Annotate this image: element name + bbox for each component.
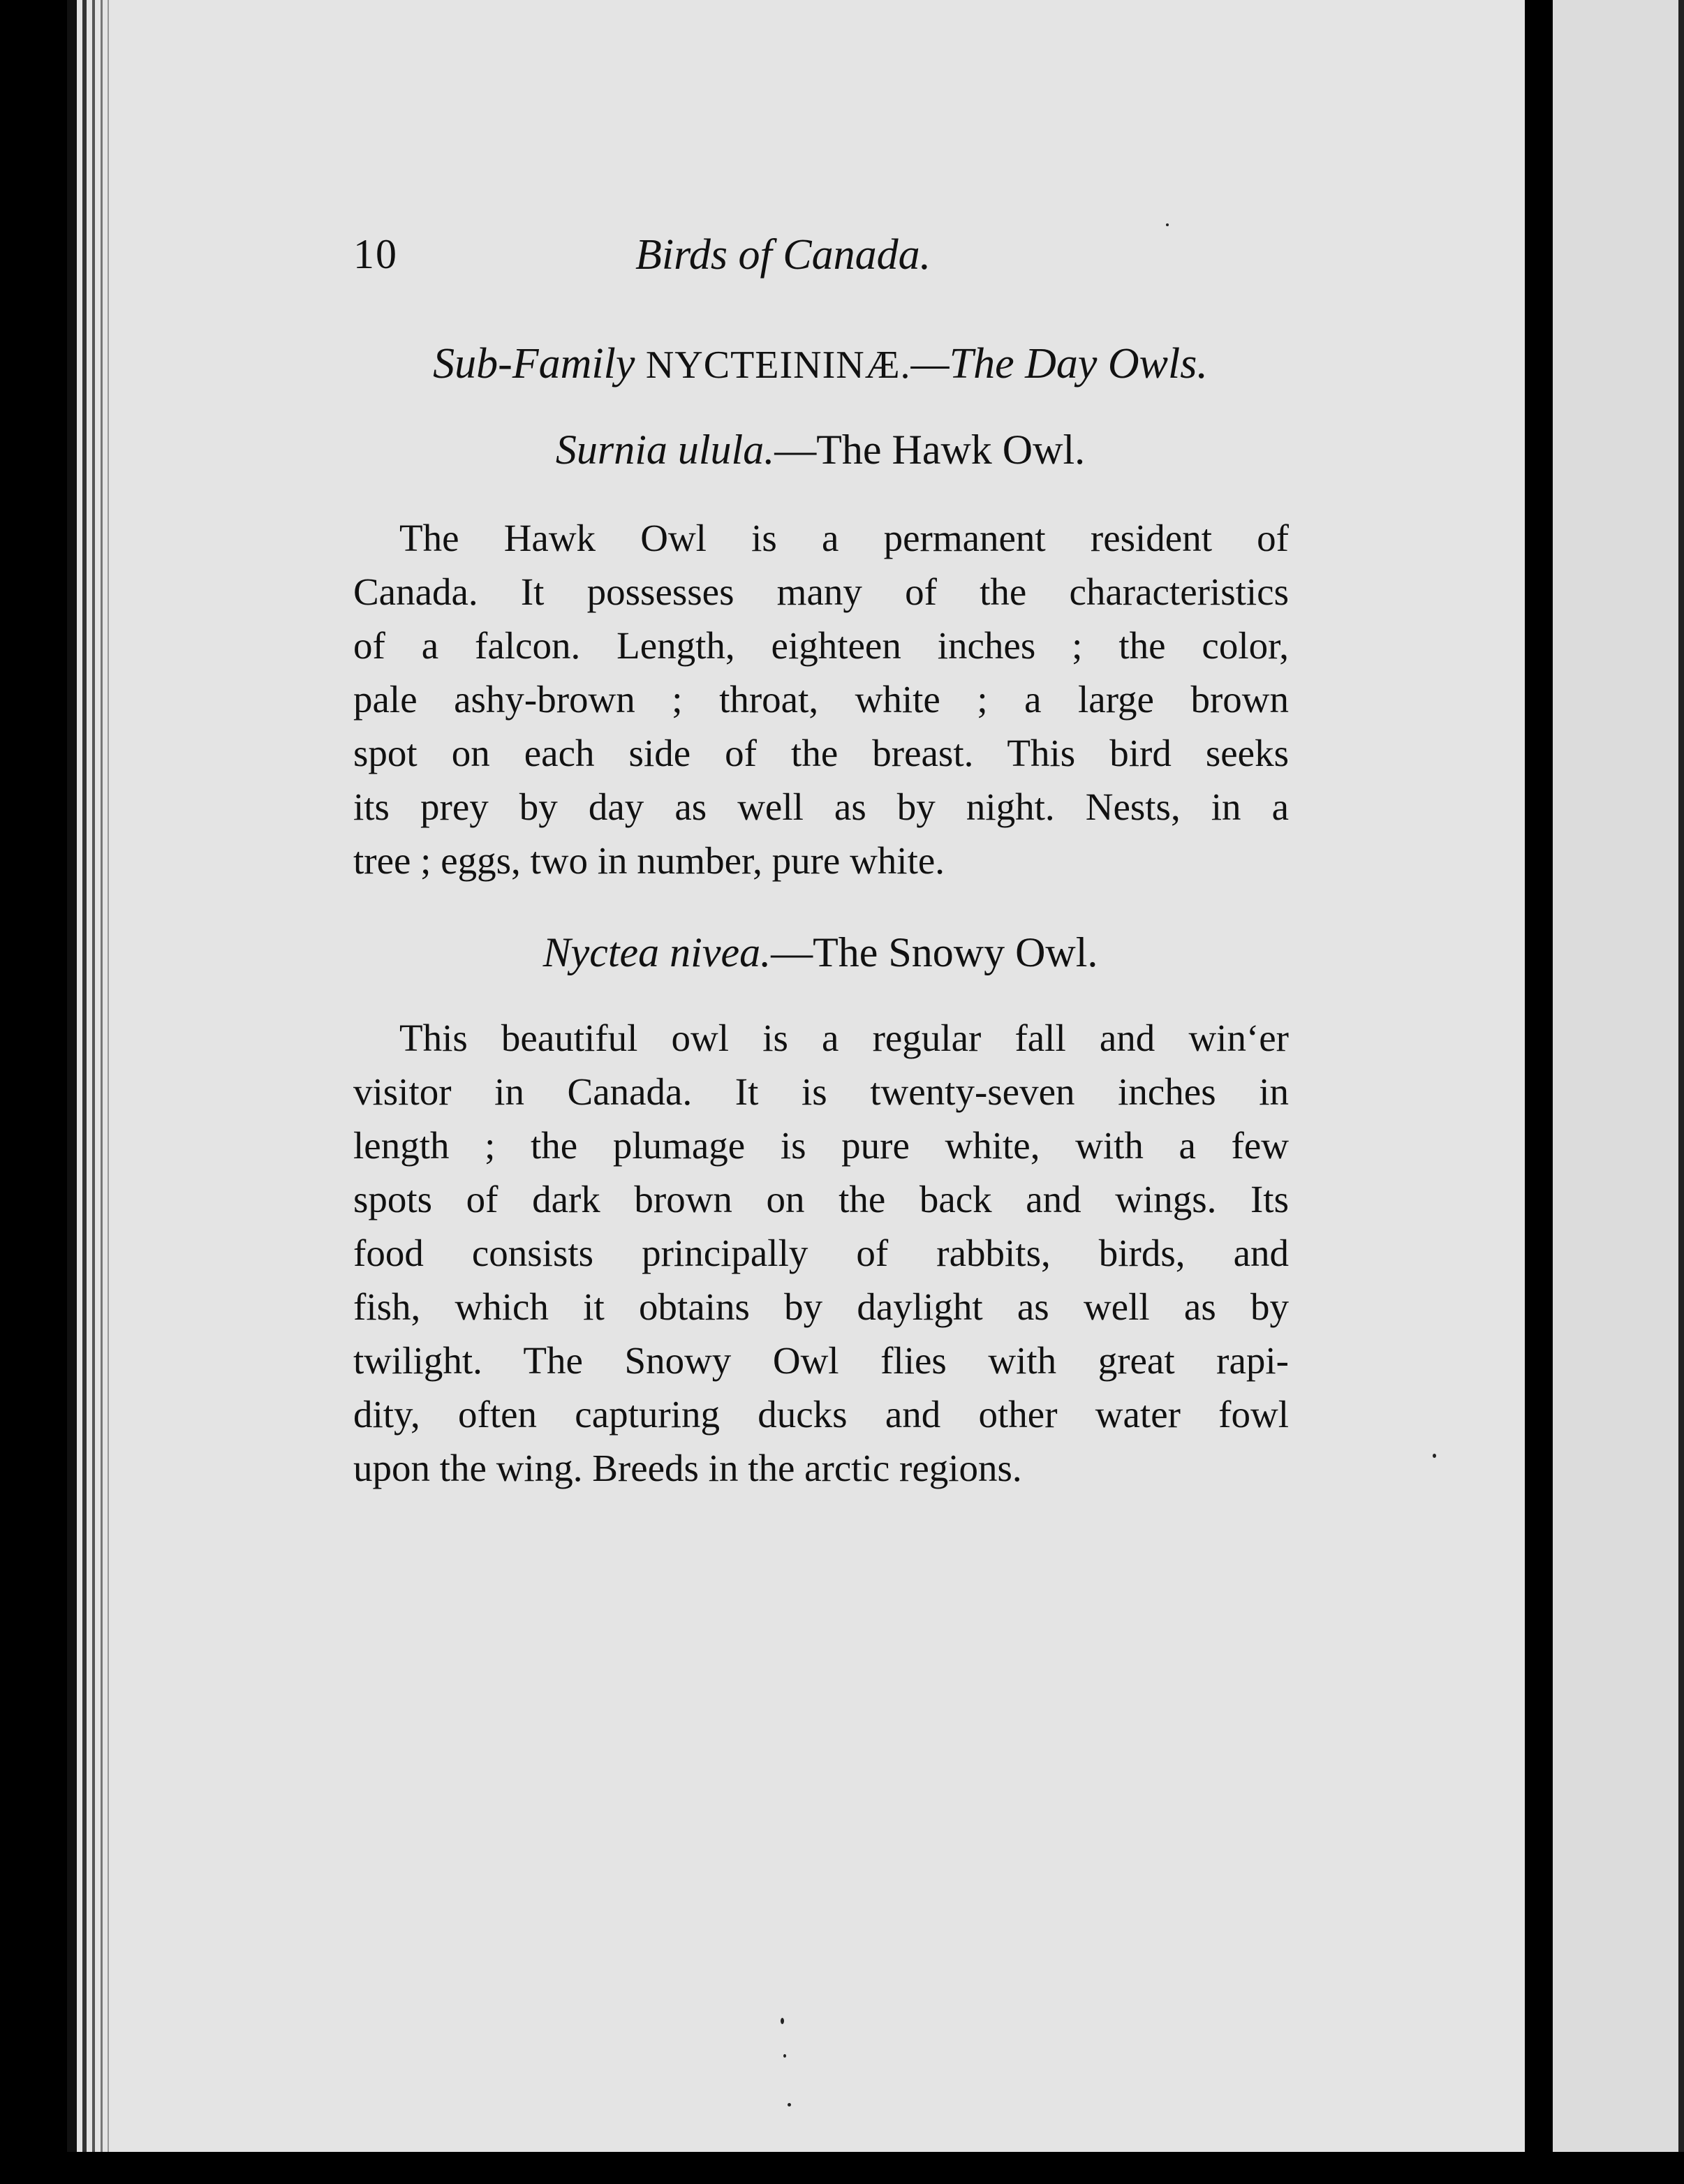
- binding-edge: [82, 0, 87, 2152]
- text-line: visitor in Canada. It is twenty-seven inches in: [353, 1070, 1289, 1113]
- binding-edge: [108, 0, 109, 2152]
- text-line: spot on each side of the breast. This bird seeks: [353, 732, 1289, 774]
- speck: [1433, 1454, 1436, 1458]
- running-title: Birds of Canada.: [635, 231, 931, 279]
- text-line: This beautiful owl is a regular fall and win‘er: [399, 1017, 1289, 1059]
- binding-edge: [92, 0, 95, 2152]
- subfamily-suffix: —The Day Owls.: [910, 340, 1208, 388]
- species-latin-name: Nyctea nivea.: [542, 929, 771, 975]
- text-line: its prey by day as well as by night. Nests, in a: [353, 785, 1289, 828]
- species-heading: [349, 929, 1292, 977]
- text-line: twilight. The Snowy Owl flies with great rapi-: [353, 1339, 1289, 1382]
- text-line: pale ashy-brown ; throat, white ; a large brown: [353, 678, 1289, 721]
- text-line: tree ; eggs, two in number, pure white.: [353, 839, 945, 882]
- page-number: 10: [353, 231, 398, 277]
- scan-border: [0, 2152, 1684, 2184]
- text-line: fish, which it obtains by daylight as well as by: [353, 1285, 1289, 1328]
- species-common-name: —The Snowy Owl.: [771, 929, 1098, 975]
- adjacent-page-strip: [1553, 0, 1684, 2152]
- text-line: spots of dark brown on the back and wings. Its: [353, 1178, 1289, 1220]
- speck: [788, 2103, 791, 2106]
- adjacent-page-edge: [1678, 0, 1684, 2152]
- species-common-name: —The Hawk Owl.: [774, 427, 1086, 473]
- text-line: food consists principally of rabbits, birds, and: [353, 1232, 1289, 1274]
- species-latin-name: Surnia ulula.: [555, 427, 775, 473]
- text-line: Canada. It possesses many of the characteristics: [353, 570, 1289, 613]
- text-line: dity, often capturing ducks and other water fowl: [353, 1393, 1289, 1436]
- gutter-line: [1525, 0, 1553, 2152]
- speck: [781, 2018, 784, 2024]
- text-line: The Hawk Owl is a permanent resident of: [399, 517, 1289, 559]
- running-head: [349, 230, 1292, 293]
- subfamily-name: NYCTEININÆ.: [645, 344, 911, 387]
- speck: [1166, 223, 1169, 226]
- paragraph-hawk-owl: [353, 511, 1289, 887]
- binding-edge: [67, 0, 77, 2152]
- speck: [783, 2054, 786, 2058]
- text-line: length ; the plumage is pure white, with a few: [353, 1124, 1289, 1167]
- paragraph-snowy-owl: [353, 1011, 1289, 1495]
- subfamily-prefix: Sub-Family: [433, 340, 635, 388]
- binding-edge: [101, 0, 103, 2152]
- text-line: of a falcon. Length, eighteen inches ; the color,: [353, 624, 1289, 667]
- subfamily-heading: [349, 339, 1292, 389]
- species-heading: [349, 426, 1292, 474]
- text-line: upon the wing. Breeds in the arctic regions.: [353, 1447, 1022, 1489]
